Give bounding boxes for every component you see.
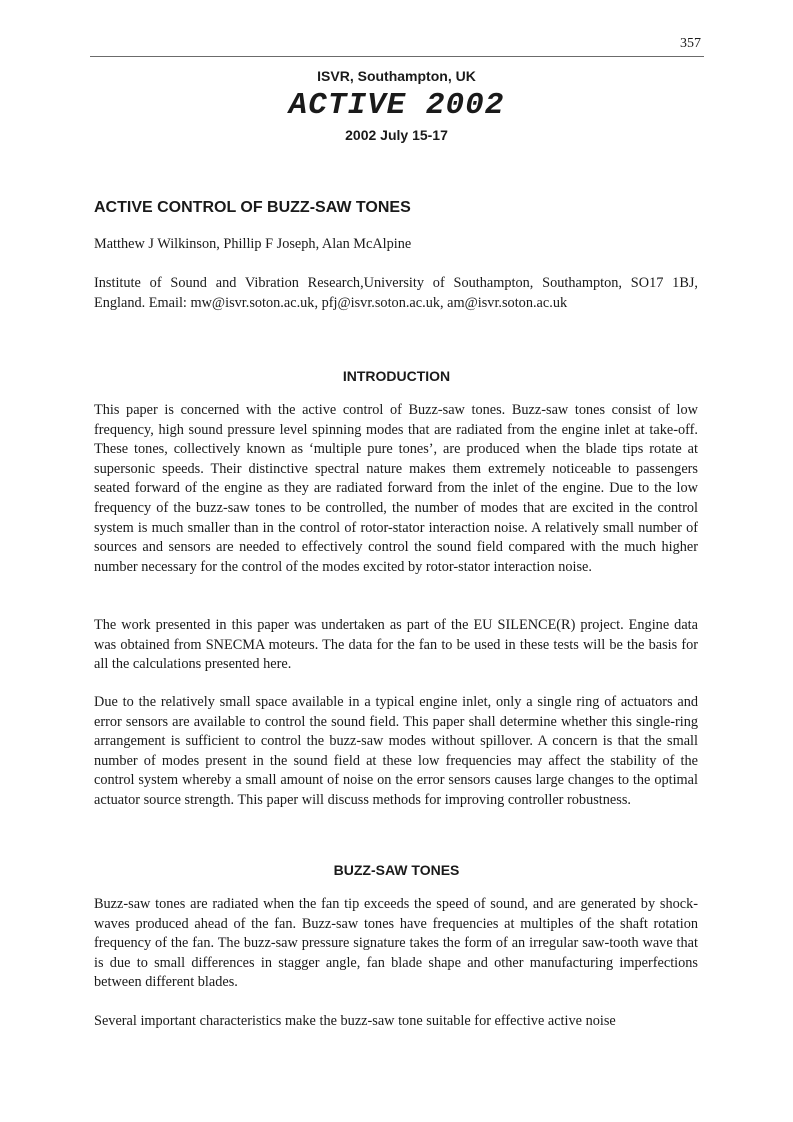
header-rule (90, 56, 704, 57)
page-number: 357 (680, 36, 701, 51)
introduction-paragraph-1: This paper is concerned with the active control of Buzz-saw tones. Buzz-saw tones consist of low frequency, high sound pressure level spinning modes that are radiated from the engine inlet at take-off. These tones, collectively known as ‘multiple pure tones’, are produced when the blade tips rotate at supersonic speeds. Their distinctive spectral nature makes them extremely noticeable to passengers seated forward of the engine as they are radiated forward from the inlet of the engine. Due to the low frequency of the buzz-saw tones to be controlled, the number of modes that are excited in the control system is much smaller than in the control of rotor-stator interaction noise. A relatively small number of sources and sensors are needed to effectively control the sound field compared with the much higher number necessary for the control of the modes excited by rotor-stator interaction noise. (94, 402, 698, 575)
introduction-paragraph-2: The work presented in this paper was undertaken as part of the EU SILENCE(R) project. Engine data was obtained from SNECMA moteurs. The data for the fan to be used in these tests will be the basis for all the calculations presented here. (94, 617, 698, 673)
paper-title: ACTIVE CONTROL OF BUZZ-SAW TONES (94, 199, 411, 216)
buzz-saw-paragraph-1: Buzz-saw tones are radiated when the fan tip exceeds the speed of sound, and are generated by shock-waves produced ahead of the fan. Buzz-saw tones have frequencies at multiples of the shaft rotation frequency of the fan. The buzz-saw pressure signature takes the form of an irregular saw-tooth wave that is due to small differences in stagger angle, fan blade shape and other manufacturing imperfections between different blades. (94, 896, 698, 991)
conference-location: ISVR, Southampton, UK (317, 68, 476, 84)
introduction-paragraph-3: Due to the relatively small space available in a typical engine inlet, only a single ring of actuators and error sensors are available to control the sound field. This paper shall determine whether this single-ring arrangement is sufficient to control the buzz-saw modes without spillover. A concern is that the small number of modes present in the sound field at these low frequencies may affect the stability of the control system whereby a small amount of noise on the error sensors causes large changes to the optimal actuator source strength. This paper will discuss methods for improving controller robustness. (94, 694, 698, 808)
section-heading-buzz-saw-tones: BUZZ-SAW TONES (333, 862, 460, 878)
paper-affiliation: Institute of Sound and Vibration Research,University of Southampton, Southampton, SO17 1BJ, England. Email: mw@isvr.soton.ac.uk, pfj@isvr.soton.ac.uk, am@isvr.soton.ac.uk (94, 275, 698, 311)
conference-dates: 2002 July 15-17 (345, 127, 448, 143)
paper-authors: Matthew J Wilkinson, Phillip F Joseph, Alan McAlpine (94, 236, 412, 252)
section-heading-introduction: INTRODUCTION (342, 368, 451, 384)
buzz-saw-paragraph-2: Several important characteristics make the buzz-saw tone suitable for effective active noise (94, 1013, 616, 1029)
conference-name: ACTIVE 2002 (288, 88, 505, 123)
